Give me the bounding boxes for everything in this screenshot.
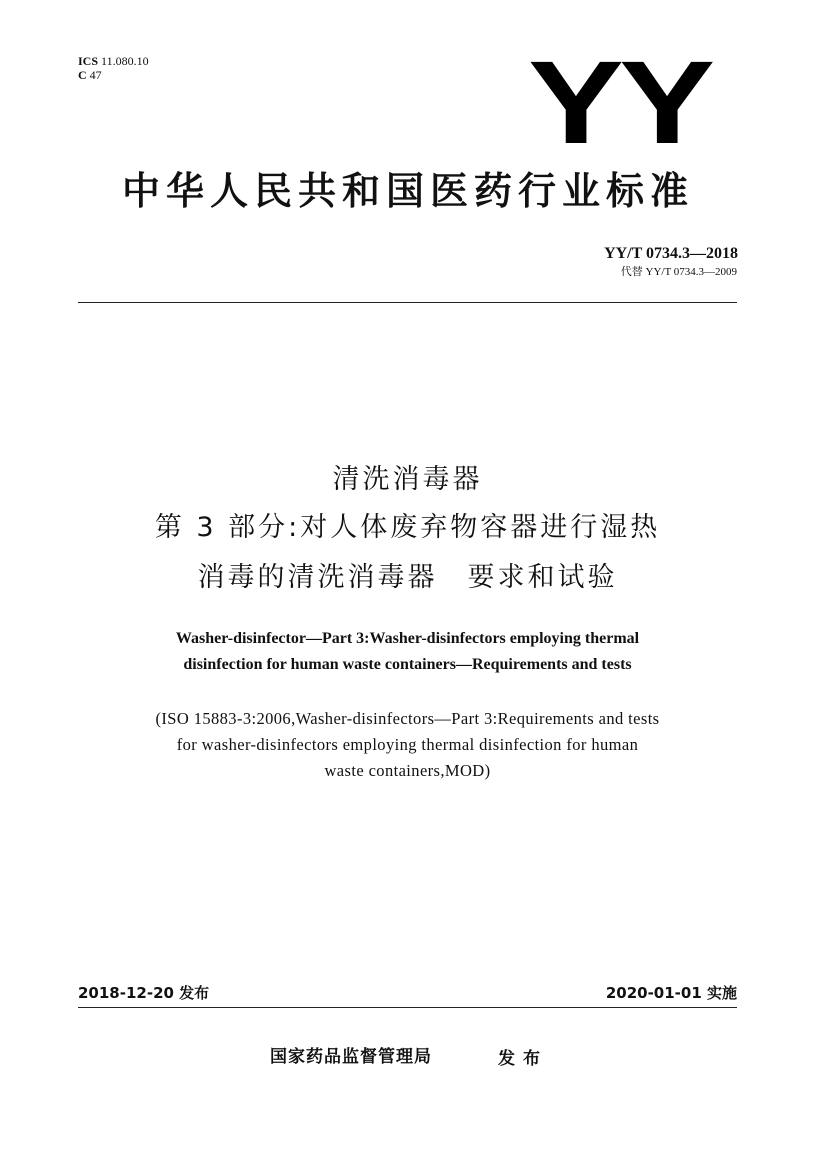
issue-date: 2018-12-20 发布 — [78, 984, 210, 1002]
replaces-standard: 代替 YY/T 0734.3—2009 — [620, 266, 737, 278]
en-title-line-1: Washer-disinfector—Part 3:Washer-disinfectors employing thermal — [175, 630, 640, 647]
zh-title-line-2: 第 3 部分:对人体废弃物容器进行湿热 — [154, 512, 661, 543]
publisher: 国家药品监督管理局 — [270, 1047, 432, 1067]
yy-logo: YY — [528, 37, 711, 169]
effective-date: 2020-01-01 实施 — [605, 984, 737, 1002]
zh-title-line-1: 清洗消毒器 — [332, 464, 483, 495]
iso-line-1: (ISO 15883-3:2006,Washer-disinfectors—Part 3:Requirements and tests — [155, 709, 660, 728]
ccs-code: 47 — [89, 68, 102, 82]
zh-title-line-3: 消毒的清洗消毒器 要求和试验 — [197, 562, 618, 593]
ics-classification — [78, 54, 149, 82]
ics-code: 11.080.10 — [101, 54, 149, 68]
ccs-label: C — [78, 68, 87, 82]
publish-label: 发布 — [498, 1049, 548, 1069]
header-divider — [78, 302, 737, 303]
standard-number: YY/T 0734.3—2018 — [604, 245, 738, 262]
iso-reference — [60, 706, 755, 784]
iso-line-2: for washer-disinfectors employing thermal disinfection for human — [176, 735, 639, 754]
iso-line-3: waste containers,MOD) — [324, 761, 491, 780]
ics-label: ICS — [78, 54, 99, 68]
en-title — [60, 626, 755, 678]
ics-line — [78, 54, 149, 68]
standard-category-title: 中华人民共和国医药行业标准 — [121, 169, 694, 213]
en-title-line-2: disinfection for human waste containers—Requirements and tests — [183, 656, 632, 673]
footer-divider — [78, 1007, 737, 1008]
ccs-line — [78, 68, 149, 82]
